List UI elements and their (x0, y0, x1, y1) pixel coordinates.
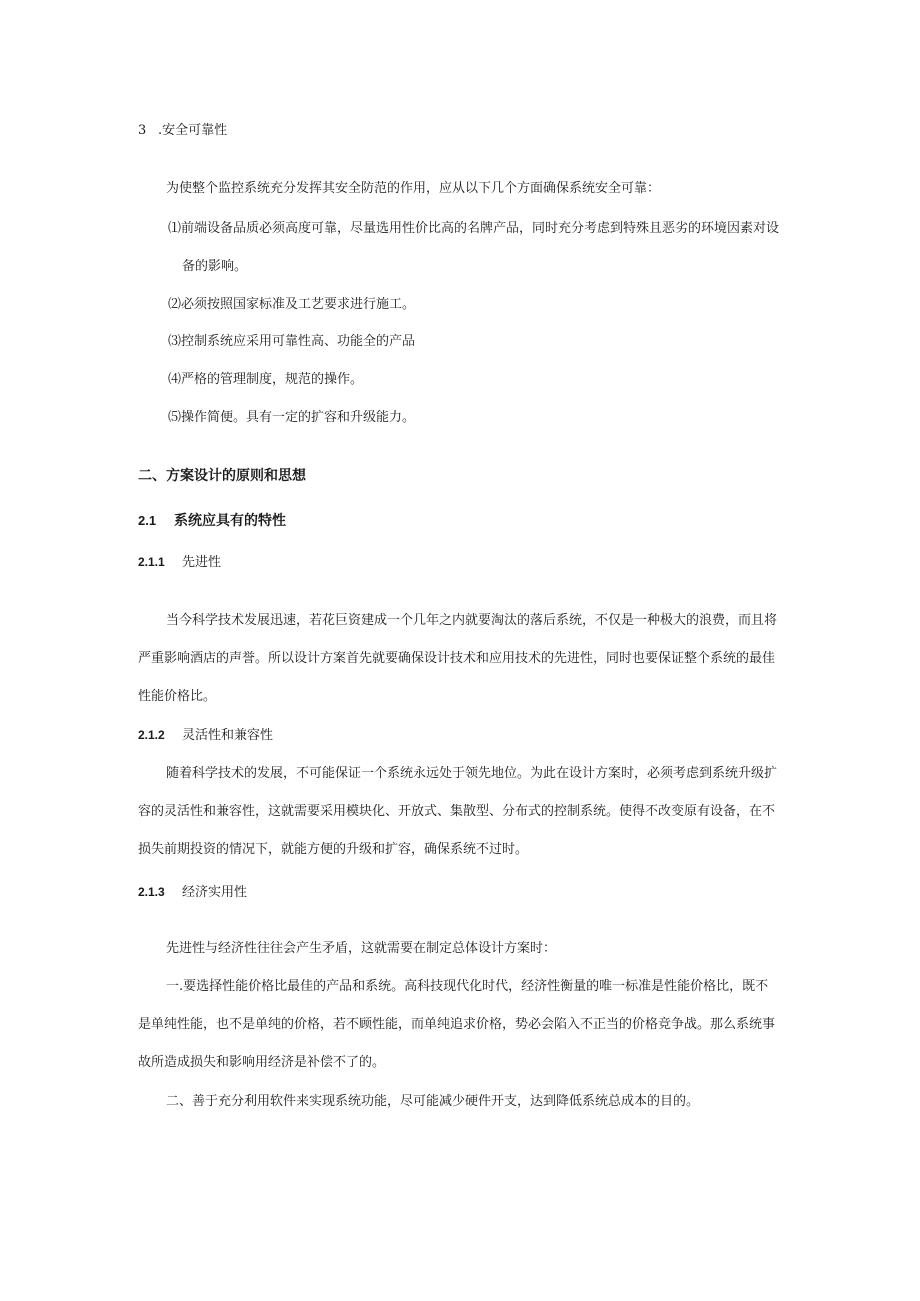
section-3-number: 3 (138, 123, 147, 138)
section-2-1-2-title: 灵活性和兼容性 (182, 728, 274, 743)
section-2-1-1-number: 2.1.1 (138, 555, 165, 569)
section-2-1-1-line1: 当今科学技术发展迅速，若花巨资建成一个几年之内就要淘汰的落后系统，不仅是一种极大的浪费，而且将 (166, 613, 778, 628)
section-2-1-2-number: 2.1.2 (138, 728, 165, 742)
section-2-1-3-title: 经济实用性 (182, 885, 248, 900)
section-2-1-1-line2: 严重影响酒店的声誉。所以设计方案首先就要确保设计技术和应用技术的先进性，同时也要保证整个系统的最佳 (138, 651, 776, 666)
list-item-4: ⑷严格的管理制度，规范的操作。 (168, 372, 364, 387)
section-2-1-1-line3: 性能价格比。 (138, 689, 217, 704)
section-2-1-3-heading (138, 883, 247, 902)
section-2-1-3-number: 2.1.3 (138, 885, 165, 899)
section-3-intro: 为使整个监控系统充分发挥其安全防范的作用，应从以下几个方面确保系统安全可靠： (166, 181, 661, 196)
list-item-1-line1: ⑴前端设备品质必须高度可靠，尽量选用性价比高的名牌产品，同时充分考虑到特殊且恶劣的环境因素对设 (168, 221, 780, 236)
section-2-1-3-point1-line3: 故所造成损失和影响用经济是补偿不了的。 (138, 1055, 386, 1070)
section-2-1-2-heading (138, 726, 273, 745)
list-item-3: ⑶控制系统应采用可靠性高、功能全的产品 (168, 334, 416, 349)
chapter-2-title: 二、方案设计的原则和思想 (138, 468, 306, 484)
list-item-2: ⑵必须按照国家标准及工艺要求进行施工。 (168, 297, 416, 312)
section-2-1-3-intro: 先进性与经济性往往会产生矛盾，这就需要在制定总体设计方案时： (166, 941, 557, 956)
section-2-1-heading (138, 512, 286, 530)
section-3-heading (138, 122, 227, 140)
section-2-1-2-line3: 损失前期投资的情况下，就能方便的升级和扩容，确保系统不过时。 (138, 842, 529, 857)
section-2-1-number: 2.1 (138, 513, 157, 528)
section-2-1-title: 系统应具有的特性 (174, 513, 286, 529)
section-2-1-2-line1: 随着科学技术的发展，不可能保证一个系统永远处于领先地位。为此在设计方案时，必须考虑到系统升级扩 (166, 766, 778, 781)
section-2-1-1-heading (138, 553, 221, 572)
list-item-1-line2: 备的影响。 (182, 259, 248, 274)
section-3-title: .安全可靠性 (158, 123, 228, 138)
list-item-5: ⑸操作简便。具有一定的扩容和升级能力。 (168, 410, 416, 425)
section-2-1-3-point1-line1: 一.要选择性能价格比最佳的产品和系统。高科技现代化时代，经济性衡量的唯一标准是性能价格比，既不 (166, 979, 769, 994)
section-2-1-1-title: 先进性 (182, 555, 222, 570)
section-2-1-3-point2: 二、善于充分利用软件来实现系统功能，尽可能减少硬件开支，达到降低系统总成本的目的。 (166, 1094, 700, 1109)
section-2-1-2-line2: 容的灵活性和兼容性，这就需要采用模块化、开放式、集散型、分布式的控制系统。使得不改变原有设备，在不 (138, 804, 776, 819)
section-2-1-3-point1-line2: 是单纯性能，也不是单纯的价格，若不顾性能，而单纯追求价格，势必会陷入不正当的价格竞争战。那么系统事 (138, 1017, 776, 1032)
